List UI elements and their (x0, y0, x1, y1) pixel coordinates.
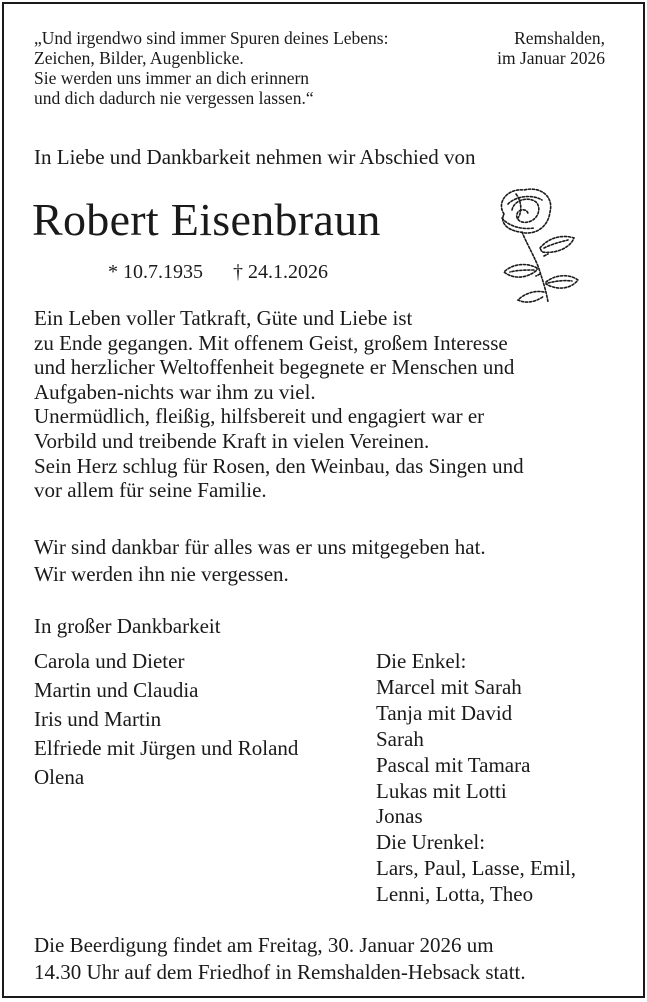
life-dates (108, 259, 328, 285)
tribute-line: Sein Herz schlug für Rosen, den Weinbau, das Singen und (34, 453, 524, 478)
death-date: † 24.1.2026 (233, 261, 328, 283)
signoff: In großer Dankbarkeit (34, 614, 221, 638)
obituary-notice (2, 2, 645, 998)
tribute-line: und herzlicher Weltoffenheit begegnete er Menschen und (34, 355, 515, 380)
funeral-line: Die Beerdigung findet am Freitag, 30. Januar 2026 um (34, 933, 494, 957)
gratitude-text (34, 534, 486, 587)
family-member: Martin und Claudia (34, 678, 199, 702)
tribute-line: vor allem für seine Familie. (34, 478, 267, 503)
date: im Januar 2026 (497, 48, 605, 68)
family-member: Elfriede mit Jürgen und Roland (34, 736, 299, 760)
quote-line: und dich dadurch nie vergessen lassen.“ (34, 88, 314, 108)
tribute-line: zu Ende gegangen. Mit offenem Geist, großem Interesse (34, 330, 508, 355)
family-member: Lenni, Lotta, Theo (376, 882, 534, 907)
deceased-name: Robert Eisenbraun (32, 194, 381, 245)
place: Remshalden, (514, 28, 605, 48)
family-member: Jonas (376, 804, 423, 829)
tribute-line: Vorbild und treibende Kraft in vielen Vereinen. (34, 428, 430, 453)
tribute-text (34, 306, 524, 503)
rose-icon (482, 182, 592, 307)
funeral-line: 14.30 Uhr auf dem Friedhof in Remshalden-Hebsack statt. (34, 959, 526, 984)
quote-line: „Und irgendwo sind immer Spuren deines Lebens: (34, 28, 389, 48)
tribute-line: Unermüdlich, fleißig, hilfsbereit und engagiert war er (34, 404, 485, 429)
family-member: Lars, Paul, Lasse, Emil, (376, 856, 577, 881)
family-member: Pascal mit Tamara (376, 752, 531, 777)
great-grandchildren-heading: Die Urenkel: (376, 830, 486, 855)
birth-date: * 10.7.1935 (108, 261, 203, 283)
family-member: Marcel mit Sarah (376, 674, 522, 699)
family-list-left (34, 647, 298, 792)
family-member: Carola und Dieter (34, 649, 185, 673)
family-member: Sarah (376, 726, 424, 751)
memorial-quote (34, 28, 388, 108)
quote-line: Sie werden uns immer an dich erinnern (34, 68, 310, 88)
funeral-announcement (34, 932, 526, 985)
gratitude-line: Wir sind dankbar für alles was er uns mitgegeben hat. (34, 535, 486, 559)
family-member: Iris und Martin (34, 707, 162, 731)
family-list-right (376, 649, 576, 908)
grandchildren-heading: Die Enkel: (376, 649, 467, 673)
family-member: Lukas mit Lotti (376, 778, 507, 803)
family-member: Tanja mit David (376, 700, 513, 725)
family-member: Olena (34, 765, 85, 789)
quote-line: Zeichen, Bilder, Augenblicke. (34, 48, 244, 68)
gratitude-line: Wir werden ihn nie vergessen. (34, 561, 289, 586)
tribute-line: Aufgaben-nichts war ihm zu viel. (34, 379, 316, 404)
tribute-line: Ein Leben voller Tatkraft, Güte und Liebe ist (34, 306, 413, 330)
farewell-intro: In Liebe und Dankbarkeit nehmen wir Abschied von (34, 145, 476, 169)
place-and-date (497, 28, 605, 68)
